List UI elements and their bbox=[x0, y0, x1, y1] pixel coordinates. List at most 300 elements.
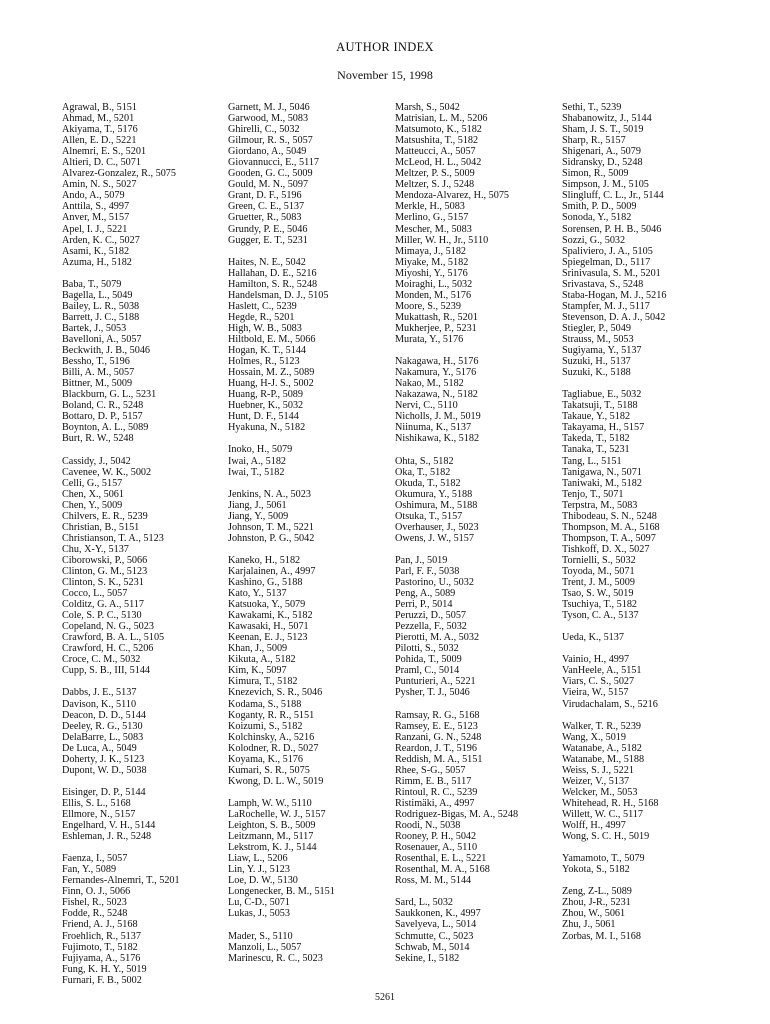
author-entry: Liaw, L., 5206 bbox=[228, 853, 288, 865]
author-entry: Cocco, L., 5057 bbox=[62, 588, 128, 600]
author-entry: Hogan, K. T., 5144 bbox=[228, 345, 307, 357]
author-entry: Froehlich, R., 5137 bbox=[62, 930, 141, 942]
author-entry: Pierotti, M. A., 5032 bbox=[395, 632, 480, 644]
author-entry: Ramsey, E. E., 5123 bbox=[395, 720, 478, 732]
index-letter-group bbox=[562, 654, 666, 709]
author-entry: Marsh, S., 5042 bbox=[395, 102, 460, 113]
author-entry: Mukherjee, P., 5231 bbox=[395, 322, 477, 334]
author-entry: Watanabe, A., 5182 bbox=[562, 742, 642, 754]
author-entry: Sidransky, D., 5248 bbox=[562, 157, 643, 169]
author-entry: Stevenson, D. A. J., 5042 bbox=[562, 311, 666, 323]
index-letter-group bbox=[62, 279, 180, 445]
author-entry: Pastorino, U., 5032 bbox=[395, 577, 474, 589]
author-entry: Tishkoff, D. X., 5027 bbox=[562, 543, 650, 555]
index-column-3 bbox=[395, 102, 518, 964]
author-entry: Jiang, J., 5061 bbox=[228, 499, 287, 511]
author-entry: Friend, A. J., 5168 bbox=[62, 919, 138, 931]
author-entry: Pohida, T., 5009 bbox=[395, 654, 462, 666]
author-entry: Ramsay, R. G., 5168 bbox=[395, 709, 480, 721]
author-entry: Srinivasula, S. M., 5201 bbox=[562, 267, 661, 279]
author-entry: Sard, L., 5032 bbox=[395, 897, 454, 909]
author-entry: Koizumi, S., 5182 bbox=[228, 720, 303, 732]
author-entry: Furnari, F. B., 5002 bbox=[62, 974, 142, 986]
author-entry: Staba-Hogan, M. J., 5216 bbox=[562, 289, 667, 301]
author-entry: Asami, K., 5182 bbox=[62, 245, 130, 257]
author-entry: Zorbas, M. I., 5168 bbox=[562, 930, 641, 942]
author-entry: Hallahan, D. E., 5216 bbox=[228, 267, 317, 279]
author-entry: Leitzmann, M., 5117 bbox=[228, 831, 314, 843]
author-entry: Tanaka, T., 5231 bbox=[562, 444, 630, 456]
author-entry: Welcker, M., 5053 bbox=[562, 786, 638, 798]
author-entry: Zeng, Z-L., 5089 bbox=[562, 886, 632, 898]
author-entry: Gilmour, R. S., 5057 bbox=[228, 135, 313, 147]
author-entry: Mimaya, J., 5182 bbox=[395, 245, 467, 257]
author-entry: Owens, J. W., 5157 bbox=[395, 532, 474, 544]
author-entry: Oka, T., 5182 bbox=[395, 466, 451, 478]
author-entry: Kolchinsky, A., 5216 bbox=[228, 731, 315, 743]
author-entry: Clinton, S. K., 5231 bbox=[62, 577, 144, 589]
author-entry: Ristimäki, A., 4997 bbox=[395, 797, 475, 809]
author-entry: Stampfer, M. J., 5117 bbox=[562, 300, 650, 312]
author-entry: Tenjo, T., 5071 bbox=[562, 488, 624, 500]
author-entry: Bessho, T., 5196 bbox=[62, 356, 130, 368]
author-entry: Kim, K., 5097 bbox=[228, 665, 287, 677]
author-entry: Fung, K. H. Y., 5019 bbox=[62, 963, 147, 975]
author-entry: Rosenthal, M. A., 5168 bbox=[395, 864, 490, 876]
author-entry: Ellmore, N., 5157 bbox=[62, 809, 136, 820]
author-entry: Sethi, T., 5239 bbox=[562, 102, 622, 113]
author-entry: Mendoza-Alvarez, H., 5075 bbox=[395, 190, 510, 202]
author-entry: Trent, J. M., 5009 bbox=[562, 577, 635, 589]
author-entry: Nicholls, J. M., 5019 bbox=[395, 411, 481, 423]
author-entry: Chen, Y., 5009 bbox=[62, 499, 123, 511]
author-entry: Cole, S. P. C., 5130 bbox=[62, 610, 142, 622]
author-entry: Ellis, S. L., 5168 bbox=[62, 797, 131, 809]
author-entry: Alvarez-Gonzalez, R., 5075 bbox=[62, 168, 176, 180]
author-entry: Lamph, W. W., 5110 bbox=[228, 797, 312, 809]
author-entry: Merlino, G., 5157 bbox=[395, 212, 469, 224]
index-letter-group bbox=[228, 444, 335, 477]
index-letter-group bbox=[228, 102, 335, 246]
author-entry: Koyama, K., 5176 bbox=[228, 753, 303, 765]
index-letter-group bbox=[562, 389, 666, 621]
author-entry: Bottaro, D. P., 5157 bbox=[62, 411, 143, 423]
author-entry: Kaneko, H., 5182 bbox=[228, 554, 301, 566]
author-entry: Deacon, D. D., 5144 bbox=[62, 709, 147, 721]
author-entry: Nakagawa, H., 5176 bbox=[395, 356, 479, 368]
author-entry: Matsushita, T., 5182 bbox=[395, 135, 479, 147]
author-entry: Thompson, T. A., 5097 bbox=[562, 532, 656, 544]
index-letter-group bbox=[395, 356, 518, 444]
author-entry: Okumura, Y., 5188 bbox=[395, 488, 473, 500]
author-entry: Praml, C., 5014 bbox=[395, 665, 460, 677]
author-entry: Viars, C. S., 5027 bbox=[562, 676, 635, 688]
author-entry: Matrisian, L. M., 5206 bbox=[395, 113, 488, 125]
author-entry: Nakao, M., 5182 bbox=[395, 378, 464, 390]
author-entry: Simon, R., 5009 bbox=[562, 168, 629, 180]
author-entry: Slingluff, C. L., Jr., 5144 bbox=[562, 190, 664, 202]
author-entry: Johnston, P. G., 5042 bbox=[228, 532, 315, 544]
author-entry: Miyake, M., 5182 bbox=[395, 256, 469, 268]
author-entry: Bagella, L., 5049 bbox=[62, 289, 133, 301]
author-entry: Engelhard, V. H., 5144 bbox=[62, 820, 156, 832]
index-letter-group bbox=[562, 853, 666, 875]
author-entry: Chilvers, E. R., 5239 bbox=[62, 510, 148, 522]
author-entry: Tyson, C. A., 5137 bbox=[562, 610, 639, 622]
author-entry: Bittner, M., 5009 bbox=[62, 378, 133, 390]
index-letter-group bbox=[62, 456, 180, 677]
author-entry: Manzoli, L., 5057 bbox=[228, 941, 302, 953]
index-letter-group bbox=[62, 687, 180, 775]
author-entry: Akiyama, T., 5176 bbox=[62, 124, 138, 136]
author-entry: Pan, J., 5019 bbox=[395, 554, 448, 566]
index-letter-group bbox=[562, 886, 666, 941]
author-entry: Perri, P., 5014 bbox=[395, 599, 453, 611]
author-entry: Boland, C. R., 5248 bbox=[62, 400, 144, 412]
author-entry: Cavenee, W. K., 5002 bbox=[62, 466, 152, 478]
author-entry: Keenan, E. J., 5123 bbox=[228, 632, 308, 644]
author-entry: Tsuchiya, T., 5182 bbox=[562, 599, 638, 611]
author-entry: Rosenauer, A., 5110 bbox=[395, 842, 478, 854]
author-entry: Vieira, W., 5157 bbox=[562, 687, 629, 699]
author-entry: Nakazawa, N., 5182 bbox=[395, 389, 478, 401]
author-entry: Zhu, J., 5061 bbox=[562, 919, 616, 931]
author-entry: Niinuma, K., 5137 bbox=[395, 422, 472, 434]
author-entry: Hyakuna, N., 5182 bbox=[228, 422, 306, 434]
author-entry: Walker, T. R., 5239 bbox=[562, 720, 642, 732]
author-entry: Gugger, E. T., 5231 bbox=[228, 234, 308, 246]
author-entry: Johnson, T. M., 5221 bbox=[228, 521, 314, 533]
author-entry: Weizer, V., 5137 bbox=[562, 775, 630, 787]
author-entry: Murata, Y., 5176 bbox=[395, 333, 464, 345]
author-entry: Shigenari, A., 5079 bbox=[562, 146, 641, 158]
author-entry: Rosenthal, E. L., 5221 bbox=[395, 853, 487, 865]
author-entry: Eshleman, J. R., 5248 bbox=[62, 831, 152, 843]
author-entry: Stiegler, P., 5049 bbox=[562, 322, 631, 334]
author-entry: Mader, S., 5110 bbox=[228, 930, 293, 942]
author-entry: Azuma, H., 5182 bbox=[62, 256, 132, 268]
author-entry: Kolodner, R. D., 5027 bbox=[228, 742, 319, 754]
index-letter-group bbox=[228, 931, 335, 964]
author-entry: Parl, F. F., 5038 bbox=[395, 565, 460, 577]
author-entry: Gould, M. N., 5097 bbox=[228, 179, 309, 191]
author-entry: Rintoul, R. C., 5239 bbox=[395, 786, 478, 798]
author-entry: Ross, M. M., 5144 bbox=[395, 875, 472, 887]
author-entry: Karjalainen, A., 4997 bbox=[228, 565, 316, 577]
author-entry: Meltzer, S. J., 5248 bbox=[395, 179, 475, 191]
author-entry: Kawasaki, H., 5071 bbox=[228, 621, 309, 633]
author-entry: Davison, K., 5110 bbox=[62, 698, 137, 710]
author-entry: Bartek, J., 5053 bbox=[62, 322, 127, 334]
author-entry: Dabbs, J. E., 5137 bbox=[62, 687, 137, 699]
author-entry: Wang, X., 5019 bbox=[562, 731, 626, 743]
author-entry: Longenecker, B. M., 5151 bbox=[228, 886, 335, 898]
author-entry: Punturieri, A., 5221 bbox=[395, 676, 476, 688]
author-entry: Blackburn, G. L., 5231 bbox=[62, 389, 157, 401]
author-entry: Strauss, M., 5053 bbox=[562, 333, 634, 345]
author-entry: Eisinger, D. P., 5144 bbox=[62, 786, 146, 798]
author-entry: Ando, A., 5079 bbox=[62, 190, 125, 202]
author-entry: Reddish, M. A., 5151 bbox=[395, 753, 483, 765]
author-entry: Nishikawa, K., 5182 bbox=[395, 433, 480, 445]
author-entry: Beckwith, J. B., 5046 bbox=[62, 345, 151, 357]
author-entry: Huang, H-J. S., 5002 bbox=[228, 378, 314, 390]
author-entry: Whitehead, R. H., 5168 bbox=[562, 797, 659, 809]
author-entry: Mescher, M., 5083 bbox=[395, 223, 472, 235]
author-entry: Spiegelman, D., 5117 bbox=[562, 256, 651, 268]
author-entry: Giordano, A., 5049 bbox=[228, 146, 307, 158]
author-entry: Sekine, I., 5182 bbox=[395, 952, 460, 964]
author-entry: Kumari, S. R., 5075 bbox=[228, 764, 310, 776]
author-entry: Pezzella, F., 5032 bbox=[395, 621, 467, 633]
author-entry: VanHeele, A., 5151 bbox=[562, 665, 642, 677]
author-entry: Miyoshi, Y., 5176 bbox=[395, 267, 468, 279]
author-entry: Sozzi, G., 5032 bbox=[562, 234, 626, 246]
author-entry: Fujimoto, T., 5182 bbox=[62, 941, 138, 953]
author-entry: Reardon, J. T., 5196 bbox=[395, 742, 477, 754]
author-entry: Deeley, R. G., 5130 bbox=[62, 720, 143, 732]
author-entry: Gruetter, R., 5083 bbox=[228, 212, 302, 224]
index-letter-group bbox=[395, 710, 518, 887]
author-entry: Ciborowski, P., 5066 bbox=[62, 554, 148, 566]
author-entry: DelaBarre, L., 5083 bbox=[62, 731, 144, 743]
author-entry: Hossain, M. Z., 5089 bbox=[228, 367, 315, 379]
author-entry: Schmutte, C., 5023 bbox=[395, 930, 474, 942]
author-entry: Ranzani, G. N., 5248 bbox=[395, 731, 482, 743]
author-entry: Wong, S. C. H., 5019 bbox=[562, 831, 650, 843]
author-entry: Doherty, J. K., 5123 bbox=[62, 753, 145, 765]
author-entry: Yokota, S., 5182 bbox=[562, 864, 630, 876]
author-entry: Hiltbold, E. M., 5066 bbox=[228, 333, 316, 345]
author-entry: Billi, A. M., 5057 bbox=[62, 367, 135, 379]
author-entry: Okuda, T., 5182 bbox=[395, 477, 461, 489]
author-entry: Anttila, S., 4997 bbox=[62, 201, 130, 213]
author-entry: Weiss, S. J., 5221 bbox=[562, 764, 634, 776]
author-entry: Tang, L., 5151 bbox=[562, 455, 622, 467]
author-entry: Inoko, H., 5079 bbox=[228, 444, 293, 456]
author-entry: Toyoda, M., 5071 bbox=[562, 565, 635, 577]
index-letter-group bbox=[62, 787, 180, 842]
author-entry: McLeod, H. L., 5042 bbox=[395, 157, 482, 169]
author-entry: Dupont, W. D., 5038 bbox=[62, 764, 147, 776]
author-entry: Christianson, T. A., 5123 bbox=[62, 532, 164, 544]
author-entry: Tanigawa, N., 5071 bbox=[562, 466, 642, 478]
index-column-2 bbox=[228, 102, 335, 964]
author-entry: De Luca, A., 5049 bbox=[62, 742, 137, 754]
index-letter-group bbox=[562, 632, 666, 643]
author-entry: Barrett, J. C., 5188 bbox=[62, 311, 140, 323]
author-entry: Oshimura, M., 5188 bbox=[395, 499, 478, 511]
author-entry: Apel, I. J., 5221 bbox=[62, 223, 128, 235]
author-entry: Holmes, R., 5123 bbox=[228, 356, 300, 368]
author-entry: Roodi, N., 5038 bbox=[395, 820, 461, 832]
index-column-1 bbox=[62, 102, 180, 986]
index-letter-group bbox=[395, 102, 518, 345]
author-entry: Thompson, M. A., 5168 bbox=[562, 521, 660, 533]
author-entry: Otsuka, T., 5157 bbox=[395, 510, 463, 522]
index-letter-group bbox=[562, 102, 666, 378]
author-entry: Knezevich, S. R., 5046 bbox=[228, 687, 323, 699]
author-entry: Virudachalam, S., 5216 bbox=[562, 698, 658, 710]
author-entry: Kato, Y., 5137 bbox=[228, 588, 287, 600]
author-entry: Pilotti, S., 5032 bbox=[395, 643, 459, 655]
author-entry: Zhou, W., 5061 bbox=[562, 908, 626, 920]
author-entry: Takeda, T., 5182 bbox=[562, 433, 630, 445]
author-entry: Leighton, S. B., 5009 bbox=[228, 820, 316, 832]
author-entry: Taniwaki, M., 5182 bbox=[562, 477, 642, 489]
author-entry: Iwai, T., 5182 bbox=[228, 466, 285, 478]
author-entry: Terpstra, M., 5083 bbox=[562, 499, 638, 511]
author-entry: Anver, M., 5157 bbox=[62, 212, 130, 224]
author-entry: Lin, Y. J., 5123 bbox=[228, 864, 290, 876]
author-entry: Marinescu, R. C., 5023 bbox=[228, 952, 323, 964]
author-entry: Chen, X., 5061 bbox=[62, 488, 124, 500]
author-entry: Monden, M., 5176 bbox=[395, 289, 472, 301]
author-entry: Kikuta, A., 5182 bbox=[228, 654, 296, 666]
author-entry: Kimura, T., 5182 bbox=[228, 676, 298, 688]
author-entry: Huang, R-P., 5089 bbox=[228, 389, 303, 401]
author-entry: Sonoda, Y., 5182 bbox=[562, 212, 632, 224]
author-entry: Shabanowitz, J., 5144 bbox=[562, 113, 652, 125]
author-entry: Kawakami, K., 5182 bbox=[228, 610, 313, 622]
author-entry: Agrawal, B., 5151 bbox=[62, 102, 137, 113]
author-entry: Ahmad, M., 5201 bbox=[62, 113, 135, 125]
author-entry: Peruzzi, D., 5057 bbox=[395, 610, 467, 622]
author-entry: Sham, J. S. T., 5019 bbox=[562, 124, 644, 136]
author-entry: Crawford, B. A. L., 5105 bbox=[62, 632, 165, 644]
author-entry: Savelyeva, L., 5014 bbox=[395, 919, 477, 931]
author-entry: Croce, C. M., 5032 bbox=[62, 654, 141, 666]
author-entry: Peng, A., 5089 bbox=[395, 588, 456, 600]
author-entry: Haites, N. E., 5042 bbox=[228, 256, 306, 268]
author-entry: Nervi, C., 5110 bbox=[395, 400, 458, 412]
author-entry: Ohta, S., 5182 bbox=[395, 455, 454, 467]
author-entry: Yamamoto, T., 5079 bbox=[562, 853, 645, 865]
author-entry: Gooden, G. C., 5009 bbox=[228, 168, 313, 180]
author-entry: Zhou, J-R., 5231 bbox=[562, 897, 631, 909]
author-entry: Grant, D. F., 5196 bbox=[228, 190, 302, 202]
index-column-4 bbox=[562, 102, 666, 942]
author-entry: Katsuoka, Y., 5079 bbox=[228, 599, 306, 611]
author-entry: Suzuki, K., 5188 bbox=[562, 367, 631, 379]
author-entry: Bailey, L. R., 5038 bbox=[62, 300, 140, 312]
author-entry: Garnett, M. J., 5046 bbox=[228, 102, 310, 113]
author-entry: Kwong, D. L. W., 5019 bbox=[228, 775, 324, 787]
author-entry: Merkle, H., 5083 bbox=[395, 201, 465, 213]
author-entry: Vainio, H., 4997 bbox=[562, 654, 630, 666]
author-entry: Huebner, K., 5032 bbox=[228, 400, 304, 412]
author-entry: Lekstrom, K. J., 5144 bbox=[228, 842, 317, 854]
author-entry: Moiraghi, L., 5032 bbox=[395, 278, 473, 290]
author-entry: Willett, W. C., 5117 bbox=[562, 809, 643, 820]
author-entry: Takaue, Y., 5182 bbox=[562, 411, 631, 423]
author-entry: Hegde, R., 5201 bbox=[228, 311, 295, 323]
author-entry: Mukattash, R., 5201 bbox=[395, 311, 478, 323]
author-entry: Sharp, R., 5157 bbox=[562, 135, 626, 147]
index-letter-group bbox=[395, 897, 518, 963]
author-entry: Sorensen, P. H. B., 5046 bbox=[562, 223, 662, 235]
author-entry: Arden, K. C., 5027 bbox=[62, 234, 140, 246]
author-entry: Green, C. E., 5137 bbox=[228, 201, 305, 213]
index-letter-group bbox=[62, 853, 180, 986]
author-entry: Finn, O. J., 5066 bbox=[62, 886, 131, 898]
author-entry: Grundy, P. E., 5046 bbox=[228, 223, 308, 235]
author-entry: Giovannucci, E., 5117 bbox=[228, 157, 320, 169]
author-entry: Wolff, H., 4997 bbox=[562, 820, 626, 832]
author-entry: Celli, G., 5157 bbox=[62, 477, 123, 489]
author-entry: Koganty, R. R., 5151 bbox=[228, 709, 315, 721]
author-entry: LaRochelle, W. J., 5157 bbox=[228, 809, 326, 820]
author-entry: Rhee, S-G., 5057 bbox=[395, 764, 466, 776]
author-entry: Bavelloni, A., 5057 bbox=[62, 333, 142, 345]
author-entry: Handelsman, D. J., 5105 bbox=[228, 289, 329, 301]
author-entry: Saukkonen, K., 4997 bbox=[395, 908, 481, 920]
author-entry: Tornielli, S., 5032 bbox=[562, 554, 636, 566]
author-entry: Hunt, D. F., 5144 bbox=[228, 411, 299, 423]
author-entry: Srivastava, S., 5248 bbox=[562, 278, 644, 290]
index-letter-group bbox=[228, 489, 335, 544]
author-entry: Colditz, G. A., 5117 bbox=[62, 599, 144, 611]
author-entry: Tsao, S. W., 5019 bbox=[562, 588, 634, 600]
author-entry: Christian, B., 5151 bbox=[62, 521, 140, 533]
author-entry: Rodriguez-Bigas, M. A., 5248 bbox=[395, 809, 519, 820]
author-entry: Baba, T., 5079 bbox=[62, 278, 122, 290]
author-entry: Takayama, H., 5157 bbox=[562, 422, 645, 434]
author-entry: Fan, Y., 5089 bbox=[62, 864, 117, 876]
author-entry: Haslett, C., 5239 bbox=[228, 300, 297, 312]
author-entry: Pysher, T. J., 5046 bbox=[395, 687, 470, 699]
author-entry: Faenza, I., 5057 bbox=[62, 853, 128, 865]
author-entry: Ghirelli, C., 5032 bbox=[228, 124, 300, 136]
author-entry: Hamilton, S. R., 5248 bbox=[228, 278, 318, 290]
author-entry: Fernandes-Alnemri, T., 5201 bbox=[62, 875, 180, 887]
author-entry: Burt, R. W., 5248 bbox=[62, 433, 134, 445]
author-entry: Khan, J., 5009 bbox=[228, 643, 288, 655]
author-entry: Moore, S., 5239 bbox=[395, 300, 461, 312]
index-letter-group bbox=[228, 257, 335, 434]
index-letter-group bbox=[228, 555, 335, 787]
author-entry: Matteucci, A., 5057 bbox=[395, 146, 476, 158]
index-letter-group bbox=[395, 555, 518, 699]
author-entry: Nakamura, Y., 5176 bbox=[395, 367, 477, 379]
page-number: 5261 bbox=[375, 992, 395, 1003]
author-entry: Tagliabue, E., 5032 bbox=[562, 389, 642, 401]
index-letter-group bbox=[395, 456, 518, 544]
author-entry: Boynton, A. L., 5089 bbox=[62, 422, 149, 434]
author-entry: Fodde, R., 5248 bbox=[62, 908, 128, 920]
author-entry: Meltzer, P. S., 5009 bbox=[395, 168, 475, 180]
author-entry: Watanabe, M., 5188 bbox=[562, 753, 645, 765]
author-entry: Kashino, G., 5188 bbox=[228, 577, 303, 589]
author-entry: Alnemri, E. S., 5201 bbox=[62, 146, 147, 158]
author-entry: Thibodeau, S. N., 5248 bbox=[562, 510, 657, 522]
author-entry: Jenkins, N. A., 5023 bbox=[228, 488, 311, 500]
author-entry: Miller, W. H., Jr., 5110 bbox=[395, 234, 489, 246]
author-entry: Simpson, J. M., 5105 bbox=[562, 179, 649, 191]
author-entry: Cupp, S. B., III, 5144 bbox=[62, 665, 151, 677]
author-entry: Crawford, H. C., 5206 bbox=[62, 643, 154, 655]
issue-date: November 15, 1998 bbox=[337, 68, 433, 82]
author-entry: Allen, E. D., 5221 bbox=[62, 135, 137, 147]
author-entry: Suzuki, H., 5137 bbox=[562, 356, 631, 368]
author-entry: Chu, X-Y., 5137 bbox=[62, 543, 129, 555]
author-entry: Altieri, D. C., 5071 bbox=[62, 157, 141, 169]
author-entry: Cassidy, J., 5042 bbox=[62, 455, 131, 467]
author-entry: Garwood, M., 5083 bbox=[228, 113, 309, 125]
author-entry: Clinton, G. M., 5123 bbox=[62, 565, 148, 577]
author-entry: Jiang, Y., 5009 bbox=[228, 510, 289, 522]
author-entry: Lukas, J., 5053 bbox=[228, 908, 290, 920]
